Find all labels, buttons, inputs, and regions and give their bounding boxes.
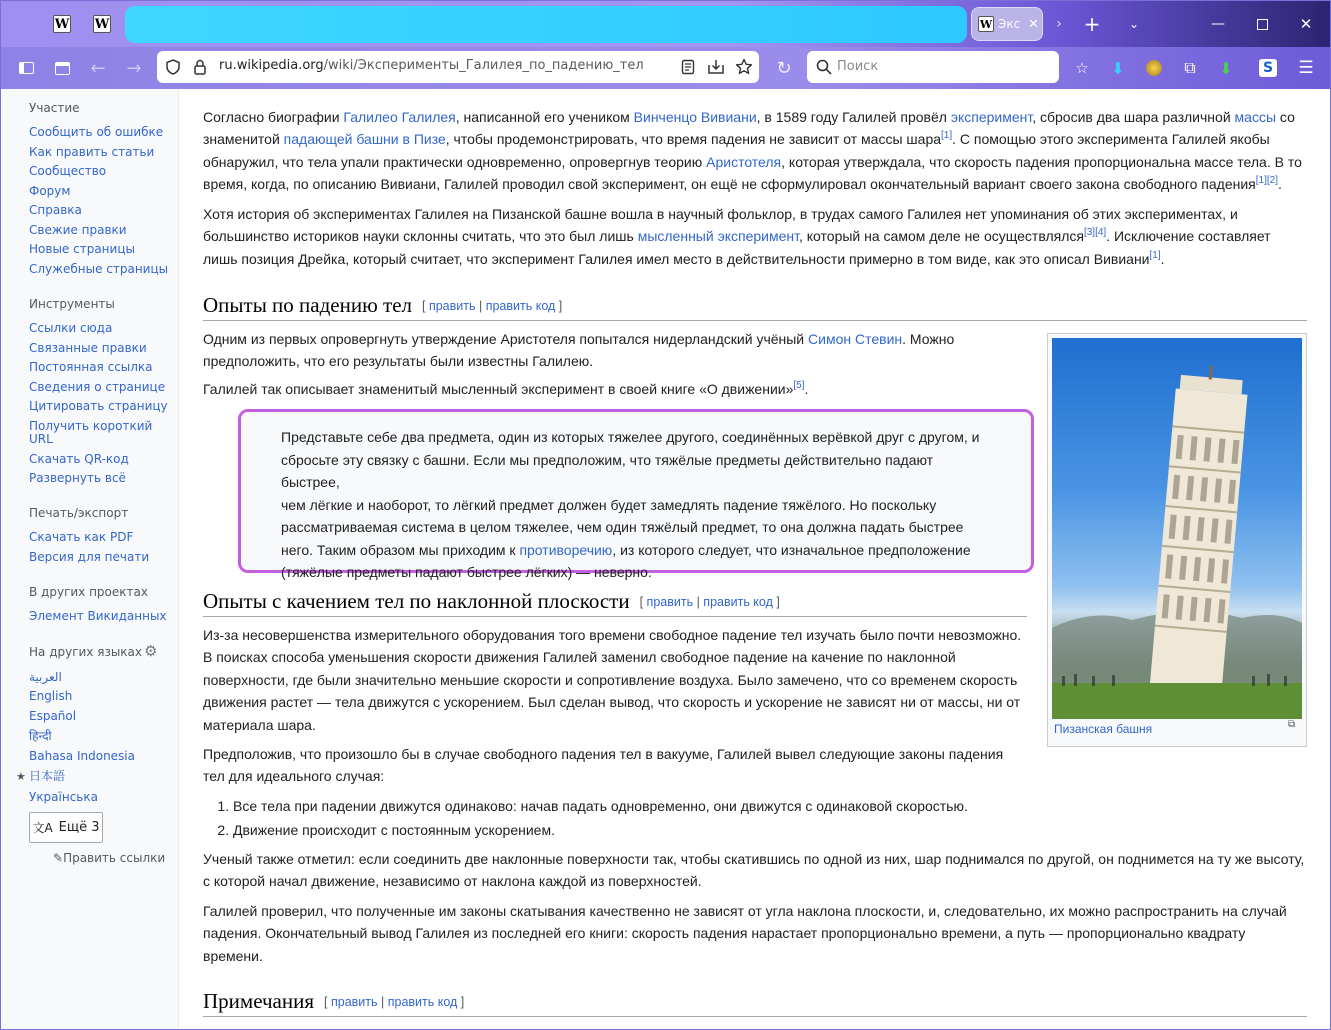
extensions-icon[interactable]: ⧉ <box>1184 58 1196 77</box>
link-mass[interactable]: массы <box>1234 109 1277 125</box>
save-to-pocket-icon[interactable] <box>707 58 725 76</box>
text-line: падения. Окончательный вывод Галилея из последней его книги: скорость падения нарастает пропорционально времени, а путь — пропорционально квадрату <box>203 925 1246 942</box>
quote-line: Представьте себе два предмета, один из которых тяжелее другого, соединённых верёвкой друг с другом, и <box>281 429 980 445</box>
text: со <box>1276 109 1295 125</box>
sidebar-link-new-pages[interactable]: Новые страницы <box>29 242 135 256</box>
menu-icon[interactable]: ☰ <box>1298 58 1314 78</box>
sidebar-heading-languages: На других языках <box>29 645 143 659</box>
link-thought-experiment[interactable]: мысленный эксперимент <box>637 228 799 245</box>
sidebar-link-report-error[interactable]: Сообщить об ошибке <box>29 125 164 139</box>
sidebar-link-forum[interactable]: Форум <box>29 184 71 198</box>
text-line: тел для идеального случая: <box>203 768 385 785</box>
text: Согласно биографии <box>203 109 344 125</box>
sidebar-link-what-links-here[interactable]: Ссылки сюда <box>29 321 113 335</box>
text: предположить, что его результаты были известны Галилею. <box>203 353 594 370</box>
ref-1b[interactable]: [1] <box>1149 249 1161 261</box>
active-tab-title: Экс <box>998 17 1020 31</box>
falling-paragraph-1 <box>203 328 1033 373</box>
edit-link[interactable]: править <box>646 595 694 609</box>
ref-3-4[interactable]: [3][4] <box>1083 227 1107 239</box>
text-line: Галилей проверил, что полученные им законы скатывания качественно не зависят от угла наклона плоскости, и, следовательно, их можно распространить на случай <box>203 903 1287 919</box>
sidebar-link-permanent-link[interactable]: Постоянная ссылка <box>29 360 153 374</box>
ref-1-2[interactable]: [1][2] <box>1255 175 1279 187</box>
bookmark-manager-icon[interactable]: ☆ <box>1075 59 1089 77</box>
link-contradiction[interactable]: противоречию <box>519 541 613 558</box>
language-link-arabic[interactable]: العربية <box>29 670 62 684</box>
sidebar-link-qr-code[interactable]: Скачать QR-код <box>29 452 129 466</box>
pencil-icon: ✎ <box>53 851 64 865</box>
translate-icon: 文A <box>32 821 53 835</box>
scroll-tabs-right-icon[interactable]: › <box>1056 16 1062 32</box>
text-line: Предположив, что произошло бы в случае свободного падения тел в вакууме, Галилей вывел следующие законы падения <box>203 746 1004 762</box>
downloads-icon[interactable]: ⬇ <box>1111 58 1125 78</box>
close-tab-icon[interactable]: ✕ <box>1028 16 1039 32</box>
link-viviani[interactable]: Винченцо Вивиани <box>633 109 757 125</box>
new-tab-icon[interactable]: + <box>1083 12 1101 36</box>
more-languages-button[interactable] <box>29 812 103 843</box>
edit-code-link[interactable]: править код <box>387 995 458 1009</box>
edit-links-label: Править ссылки <box>63 851 166 865</box>
sidebar-link-help[interactable]: Справка <box>29 203 82 217</box>
text: . <box>1160 250 1165 267</box>
sidebar-link-expand-all[interactable]: Развернуть всё <box>29 471 126 485</box>
text: , в 1589 году Галилей провёл <box>756 109 951 125</box>
section-title: Примечания <box>203 989 315 1013</box>
sidebar-link-printable[interactable]: Версия для печати <box>29 550 150 564</box>
pisa-tower-image[interactable] <box>1052 338 1302 719</box>
text: , который на самом деле не осуществлялся <box>798 228 1084 245</box>
text: . С помощью этого эксперимента Галилей якобы <box>952 131 1270 148</box>
link-stevin[interactable]: Симон Стевин <box>808 331 903 347</box>
list-item: 2. Движение происходит с постоянным ускорением. <box>233 818 968 842</box>
shield-icon[interactable] <box>165 59 181 75</box>
text: . Исключение составляет <box>1106 228 1271 245</box>
sidebar-link-wikidata[interactable]: Элемент Викиданных <box>29 609 167 623</box>
quote-line: , из которого следует, что изначальное предположение <box>612 541 971 558</box>
url-domain: ru.wikipedia.org <box>219 58 324 73</box>
edit-links: [ править | править код ] <box>324 995 465 1009</box>
section-title: Опыты с качением тел по наклонной плоскости <box>203 589 630 613</box>
blockquote <box>238 409 1034 580</box>
text-line: В поисках способа уменьшения скорости движения Галилей заменил свободное падение на качение по наклонной <box>203 649 956 666</box>
edit-links-link[interactable] <box>53 851 165 865</box>
link-leaning-tower[interactable]: падающей башни в Пизе <box>283 131 446 148</box>
forward-icon[interactable]: → <box>126 57 142 79</box>
inclined-paragraph-4 <box>203 900 1307 967</box>
sidebar-link-recent-changes[interactable]: Свежие правки <box>29 223 127 237</box>
sidebar-link-page-info[interactable]: Сведения о странице <box>29 380 166 394</box>
extension-s-icon[interactable]: S <box>1257 57 1279 79</box>
edit-code-link[interactable]: править код <box>485 299 556 313</box>
text: , сбросив два шара различной <box>1032 109 1235 125</box>
navigation-bar <box>1 47 1331 89</box>
more-languages-label: Ещё 3 <box>58 820 100 835</box>
inclined-paragraph-2 <box>203 743 1033 788</box>
minimize-icon[interactable]: — <box>1211 16 1225 32</box>
text-line: движения растет — тела движутся с ускорением. Был сделан вывод, что скорость и ускорение не зависят ни от массы, ни от <box>203 694 1021 711</box>
text-line: материала шара. <box>203 716 316 733</box>
link-galileo[interactable]: Галилео Галилея <box>343 109 456 125</box>
address-bar[interactable] <box>157 51 759 83</box>
sidebar-heading-tools: Инструменты <box>29 297 115 311</box>
sidebar-link-related-changes[interactable]: Связанные правки <box>29 341 147 355</box>
edit-link[interactable]: править <box>330 995 378 1009</box>
maximize-icon[interactable] <box>1251 13 1273 35</box>
article-body <box>179 89 1331 1030</box>
page-content <box>1 89 1331 1030</box>
sidebar-link-short-url[interactable]: Получить короткий <box>29 419 153 433</box>
wikipedia-icon: W <box>94 16 110 32</box>
quote-line: (тяжёлые предметы падают быстрее лёгких) — неверно. <box>281 564 652 580</box>
language-link-hindi[interactable]: हिन्दी <box>29 729 52 743</box>
text: время, когда, по описанию Вивиани, Галилей проводил свой эксперимент, он ещё не сформулировал окончательный вариант своего закона свободного падения <box>203 176 1256 193</box>
section-heading-notes <box>203 989 1307 1017</box>
search-icon <box>816 59 832 75</box>
reader-view-icon[interactable] <box>681 59 695 75</box>
text: большинство историков науки склонны считать, что это был лишь <box>203 228 638 245</box>
tab-strip-highlight <box>125 6 967 43</box>
link-aristotle[interactable]: Аристотеля <box>706 153 782 170</box>
archive-icon[interactable] <box>51 57 73 79</box>
falling-paragraph-2 <box>203 378 1033 400</box>
text: Одним из первых опровергнуть утверждение Аристотеля попытался нидерландский учёный <box>203 331 809 347</box>
chevron-down-icon[interactable]: ⌄ <box>1128 17 1140 31</box>
sidebar-link-cite-page[interactable]: Цитировать страницу <box>29 399 168 413</box>
sidebar-link-community[interactable]: Сообщество <box>29 164 107 178</box>
url-path: /wiki/Эксперименты_Галилея_по_падению_тел <box>323 58 644 73</box>
quote-line: него. Таким образом мы приходим к <box>281 541 520 558</box>
text-line: Из-за несовершенства измерительного оборудования того времени свободное падение тел изучать было почти невозможно. <box>203 627 1022 643</box>
enlarge-icon[interactable]: ⧉ <box>1288 719 1296 730</box>
text: обнаружил, что тела упали практически одновременно, опровергнув теорию <box>203 153 707 170</box>
language-link-english[interactable]: English <box>29 689 73 703</box>
section-title: Опыты по падению тел <box>203 293 412 317</box>
language-link-spanish[interactable]: Español <box>29 709 77 723</box>
language-link-ukrainian[interactable]: Українська <box>29 790 98 804</box>
sidebar-link-special-pages[interactable]: Служебные страницы <box>29 262 169 276</box>
figure-thumbnail <box>1047 333 1307 747</box>
sidebar-link-how-to-edit[interactable]: Как править статьи <box>29 145 155 159</box>
text-line: времени. <box>203 947 263 964</box>
quote-line: рассматриваемая система в целом тяжелее, чем один тяжёлый предмет, то она должна падать быстрее <box>281 519 964 535</box>
tab-bar <box>1 1 1331 47</box>
inclined-paragraph-3 <box>203 848 1307 893</box>
text: Галилей так описывает знаменитый мысленный эксперимент в своей книге «О движении» <box>203 381 794 397</box>
wikipedia-icon: W <box>979 17 993 31</box>
url-text[interactable] <box>219 58 644 73</box>
featured-star-icon: ★ <box>16 770 26 783</box>
sidebar-heading-projects: В других проектах <box>29 585 148 599</box>
bookmark-star-icon[interactable] <box>735 58 753 76</box>
text-line: с которой начал движение, независимо от наклона каждой из поверхностей. <box>203 873 702 890</box>
search-bar[interactable] <box>807 51 1059 83</box>
text: . <box>1278 176 1282 193</box>
wikipedia-icon: W <box>54 16 70 32</box>
ref-1[interactable]: [1] <box>941 130 953 142</box>
link-experiment[interactable]: эксперимент <box>950 109 1033 125</box>
text: , написанной его учеником <box>455 109 634 125</box>
language-link-indonesian[interactable]: Bahasa Indonesia <box>29 749 135 763</box>
text: лишь позиция Дрейка, который считает, что эксперимент Галилея имел место в действительности примерно в том виде, как это описал Вивиани <box>203 250 1150 267</box>
reload-icon[interactable]: ↻ <box>776 57 792 79</box>
text: , чтобы продемонстрировать, что время падения не зависит от массы шара <box>445 131 942 148</box>
figure-caption[interactable]: Пизанская башня <box>1054 722 1153 736</box>
edit-links: [ править | править код ] <box>422 299 563 313</box>
close-window-icon[interactable]: ✕ <box>1299 15 1313 33</box>
intro-paragraph-1 <box>203 106 1307 196</box>
text: , которая утверждала, что скорость падения пропорциональна массе тела. В то <box>781 153 1302 170</box>
wiki-sidebar <box>1 89 179 1030</box>
back-icon[interactable]: ← <box>90 57 106 79</box>
download-manager-icon[interactable]: ⬇ <box>1219 58 1233 78</box>
edit-link[interactable]: править <box>428 299 476 313</box>
sidebar-link-download-pdf[interactable]: Скачать как PDF <box>29 530 134 544</box>
sidebar-link-short-url-cont[interactable]: URL <box>29 432 53 446</box>
text-line: Ученый также отметил: если соединить две наклонные поверхности так, чтобы скатившись по одной из них, шар поднимался по другой, он поднимется на ту же высоту, <box>203 851 1305 867</box>
ref-5[interactable]: [5] <box>793 380 805 391</box>
text-line: поверхности, где были значительно меньшие скорости и сопротивление воздуха. Было замечено, что со временем скорость <box>203 671 1018 688</box>
sidebar-toggle-icon[interactable] <box>15 57 37 79</box>
pinned-tab-wikipedia-2[interactable] <box>87 10 117 38</box>
inclined-paragraph-1 <box>203 624 1033 736</box>
search-placeholder: Поиск <box>837 59 879 74</box>
sidebar-heading-print: Печать/экспорт <box>29 506 129 520</box>
intro-paragraph-2 <box>203 203 1307 270</box>
sidebar-heading-participation: Участие <box>29 101 80 115</box>
section-heading-inclined-plane <box>203 589 1027 617</box>
text: знаменитой <box>203 131 284 148</box>
gear-icon[interactable]: ⚙ <box>144 642 158 660</box>
section-heading-falling <box>203 293 1307 321</box>
language-link-japanese[interactable]: 日本語 <box>29 769 66 783</box>
active-tab[interactable] <box>971 7 1043 41</box>
laws-list <box>233 794 968 842</box>
text: . <box>804 381 809 397</box>
edit-links: [ править | править код ] <box>639 595 780 609</box>
tower-illustration <box>1052 338 1302 719</box>
list-item: 1. Все тела при падении движутся одинаково: начав падать одновременно, они движутся с одинаковой скоростью. <box>233 794 968 818</box>
profile-avatar-icon[interactable] <box>1143 57 1165 79</box>
lock-icon[interactable] <box>193 59 207 75</box>
edit-code-link[interactable]: править код <box>703 595 773 609</box>
text: Хотя история об экспериментах Галилея на Пизанской башне вошла в научный фольклор, в трудах самого Галилея нет упоминания об этих экспериментах, и <box>203 206 1238 222</box>
quote-line: чем лёгкие и наоборот, то лёгкий предмет должен будет замедлять падение тяжёлого. Но поскольку <box>281 496 937 513</box>
text: . Можно <box>902 331 955 347</box>
quote-line: сбросьте эту связку с башни. Если мы предположим, что тяжёлые предметы действительно падают быстрее, <box>281 451 934 490</box>
pinned-tab-wikipedia-1[interactable] <box>47 10 77 38</box>
